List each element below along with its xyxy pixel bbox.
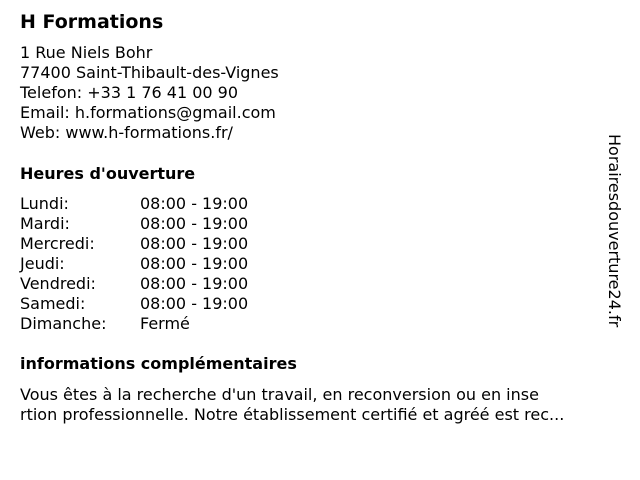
hours-row-sunday bbox=[20, 314, 248, 334]
opening-hours-heading: Heures d'ouverture bbox=[20, 164, 196, 183]
time-value: 08:00 - 19:00 bbox=[140, 274, 249, 293]
opening-hours-list bbox=[20, 194, 248, 334]
email-text: Email: h.formations@gmail.com bbox=[20, 103, 276, 122]
day-label: Vendredi: bbox=[20, 274, 96, 293]
hours-row-tuesday bbox=[20, 214, 248, 234]
hours-row-thursday bbox=[20, 254, 248, 274]
hours-row-saturday bbox=[20, 294, 248, 314]
watermark-text: Horairesdouverture24.fr bbox=[605, 134, 624, 328]
phone-text: Telefon: +33 1 76 41 00 90 bbox=[20, 83, 239, 102]
hours-row-monday bbox=[20, 194, 248, 214]
address-city: 77400 Saint-Thibault-des-Vignes bbox=[20, 63, 279, 82]
description-text: Vous êtes à la recherche d'un travail, en reconversion ou en inse rtion professionnelle. Notre établissement certifié et agréé est rec... bbox=[20, 385, 565, 424]
hours-row-wednesday bbox=[20, 234, 248, 254]
day-label: Samedi: bbox=[20, 294, 86, 313]
time-value: 08:00 - 19:00 bbox=[140, 214, 249, 233]
time-value: 08:00 - 19:00 bbox=[140, 194, 249, 213]
time-value: Fermé bbox=[140, 314, 190, 333]
day-label: Mardi: bbox=[20, 214, 70, 233]
day-label: Dimanche: bbox=[20, 314, 107, 333]
hours-row-friday bbox=[20, 274, 248, 294]
address-street: 1 Rue Niels Bohr bbox=[20, 43, 153, 62]
time-value: 08:00 - 19:00 bbox=[140, 234, 249, 253]
time-value: 08:00 - 19:00 bbox=[140, 254, 249, 273]
day-label: Mercredi: bbox=[20, 234, 95, 253]
day-label: Jeudi: bbox=[20, 254, 65, 273]
business-name: H Formations bbox=[20, 11, 164, 33]
additional-info-heading: informations complémentaires bbox=[20, 354, 297, 373]
contact-block bbox=[20, 43, 279, 143]
day-label: Lundi: bbox=[20, 194, 69, 213]
time-value: 08:00 - 19:00 bbox=[140, 294, 249, 313]
website-text: Web: www.h-formations.fr/ bbox=[20, 123, 233, 142]
